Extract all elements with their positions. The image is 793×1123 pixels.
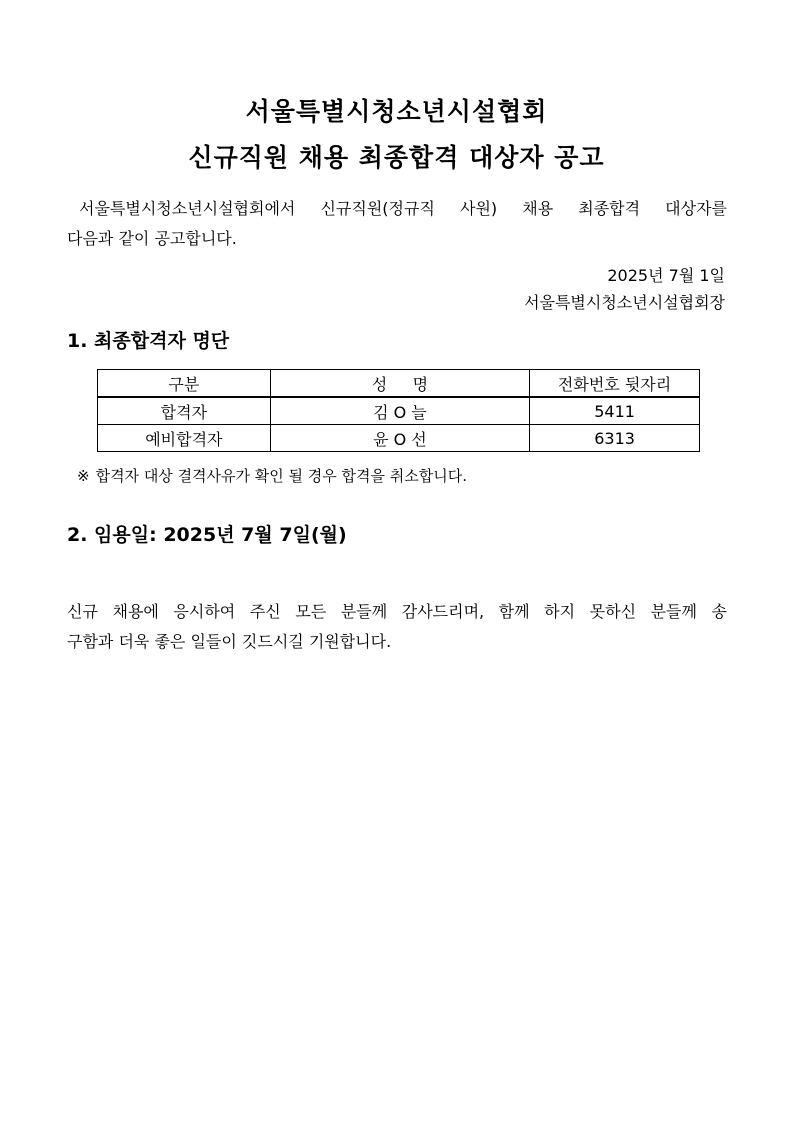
cell-name: 윤 O 선	[270, 425, 529, 452]
section-heading-final-list: 1. 최종합격자 명단	[67, 330, 230, 352]
column-header-category: 구분	[98, 370, 271, 398]
column-header-name: 성 명	[270, 370, 529, 398]
cell-phone-suffix: 5411	[530, 397, 700, 425]
notice-title-organization: 서울특별시청소년시설협회	[245, 97, 548, 126]
notice-signer: 서울특별시청소년시설협회장	[524, 293, 725, 312]
table-header-row	[98, 370, 700, 398]
disqualification-note	[77, 465, 467, 486]
closing-line-1: 신규 채용에 응시하여 주신 모든 분들께 감사드리며, 함께 하지 못하신 분들께 송	[67, 602, 727, 621]
closing-paragraph	[67, 597, 727, 657]
cell-phone-suffix: 6313	[530, 425, 700, 452]
reference-mark-icon: ※	[77, 467, 90, 485]
intro-line-1: 서울특별시청소년시설협회에서 신규직원(정규직 사원) 채용 최종합격 대상자를	[79, 199, 727, 218]
intro-line-2: 다음과 같이 공고합니다.	[67, 229, 237, 248]
table-row	[98, 425, 700, 452]
cell-name: 김 O 늘	[270, 397, 529, 425]
cell-category: 예비합격자	[98, 425, 271, 452]
section-heading-appointment-date: 2. 임용일: 2025년 7월 7일(월)	[67, 524, 347, 546]
final-candidates-table	[97, 369, 700, 452]
intro-paragraph	[67, 194, 727, 254]
column-header-phone-suffix: 전화번호 뒷자리	[530, 370, 700, 398]
notice-date: 2025년 7월 1일	[607, 266, 725, 285]
table-row	[98, 397, 700, 425]
notice-title-subject: 신규직원 채용 최종합격 대상자 공고	[188, 143, 605, 172]
cell-category: 합격자	[98, 397, 271, 425]
note-text: 합격자 대상 결격사유가 확인 될 경우 합격을 취소합니다.	[95, 467, 467, 485]
closing-line-2: 구함과 더욱 좋은 일들이 깃드시길 기원합니다.	[67, 632, 392, 651]
